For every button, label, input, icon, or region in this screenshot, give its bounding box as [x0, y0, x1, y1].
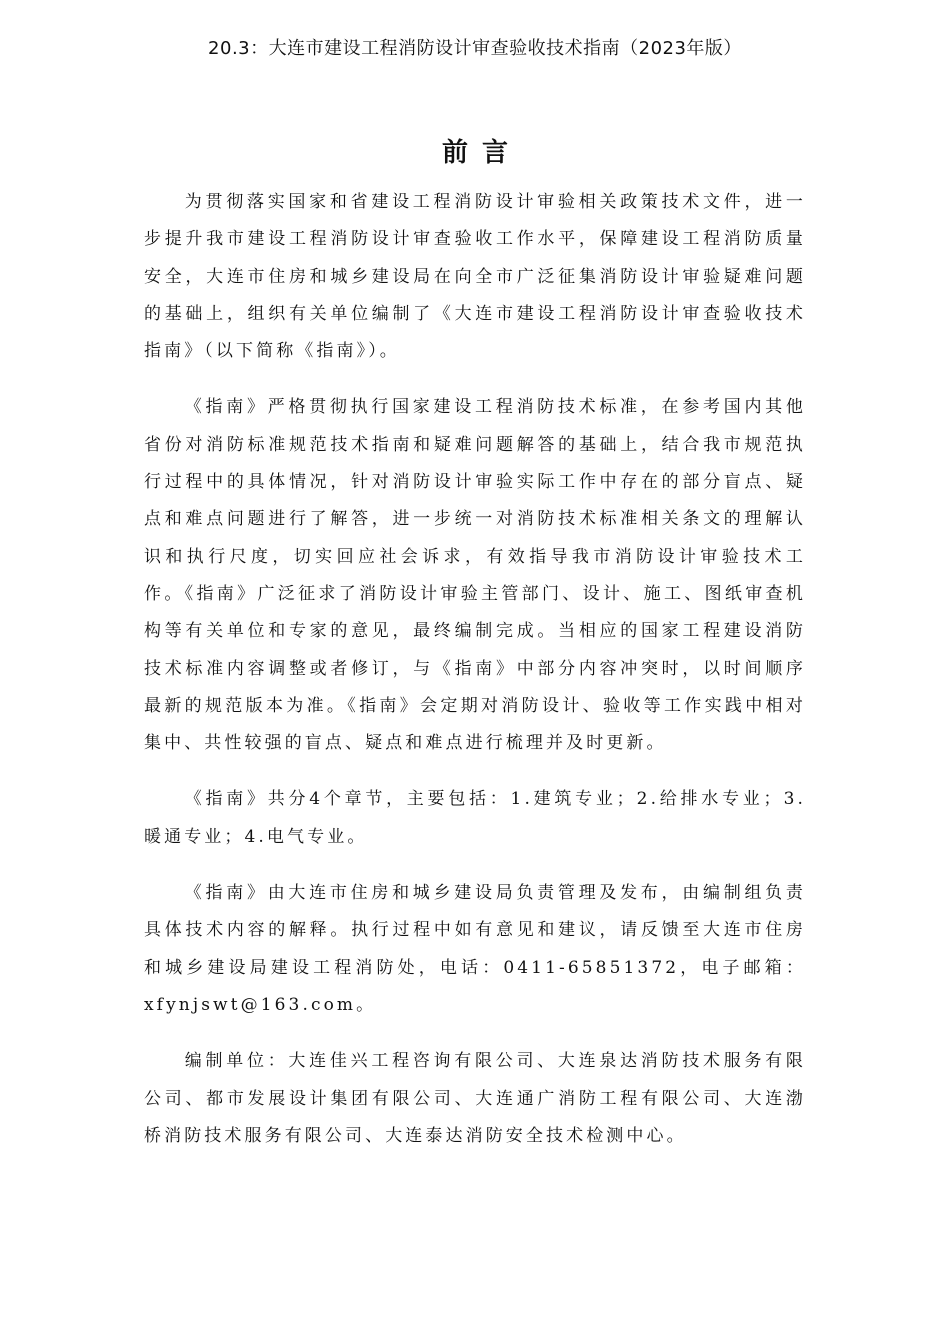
paragraph-contact: 《指南》由大连市住房和城乡建设局负责管理及发布，由编制组负责具体技术内容的解释。执行过程中如有意见和建议，请反馈至大连市住房和城乡建设局建设工程消防处，电话：0411-65851372，电子邮箱：xfynjswt@163.com。	[144, 883, 806, 1015]
page-title: 前言	[441, 138, 522, 168]
paragraph-chapters: 《指南》共分4个章节，主要包括：1.建筑专业；2.给排水专业；3.暖通专业；4.电气专业。	[144, 789, 806, 847]
paragraph-scope: 《指南》严格贯彻执行国家建设工程消防技术标准，在参考国内其他省份对消防标准规范技术指南和疑难问题解答的基础上，结合我市规范执行过程中的具体情况，针对消防设计审验实际工作中存在的部分盲点、疑点和难点问题进行了解答，进一步统一对消防技术标准相关条文的理解认识和执行尺度，切实回应社会诉求，有效指导我市消防设计审验技术工作。《指南》广泛征求了消防设计审验主管部门、设计、施工、图纸审查机构等有关单位和专家的意见，最终编制完成。当相应的国家工程建设消防技术标准内容调整或者修订，与《指南》中部分内容冲突时，以时间顺序最新的规范版本为准。《指南》会定期对消防设计、验收等工作实践中相对集中、共性较强的盲点、疑点和难点进行梳理并及时更新。	[144, 397, 806, 754]
paragraph-compilers: 编制单位：大连佳兴工程咨询有限公司、大连泉达消防技术服务有限公司、都市发展设计集团有限公司、大连通广消防工程有限公司、大连渤桥消防技术服务有限公司、大连泰达消防安全技术检测中心。	[144, 1051, 806, 1146]
paragraph-purpose: 为贯彻落实国家和省建设工程消防设计审验相关政策技术文件，进一步提升我市建设工程消防设计审查验收工作水平，保障建设工程消防质量安全，大连市住房和城乡建设局在向全市广泛征集消防设计审验疑难问题的基础上，组织有关单位编制了《大连市建设工程消防设计审查验收技术指南》（以下简称《指南》）。	[144, 192, 806, 362]
running-header: 20.3：大连市建设工程消防设计审查验收技术指南（2023年版）	[208, 38, 742, 59]
document-body	[144, 184, 806, 1155]
